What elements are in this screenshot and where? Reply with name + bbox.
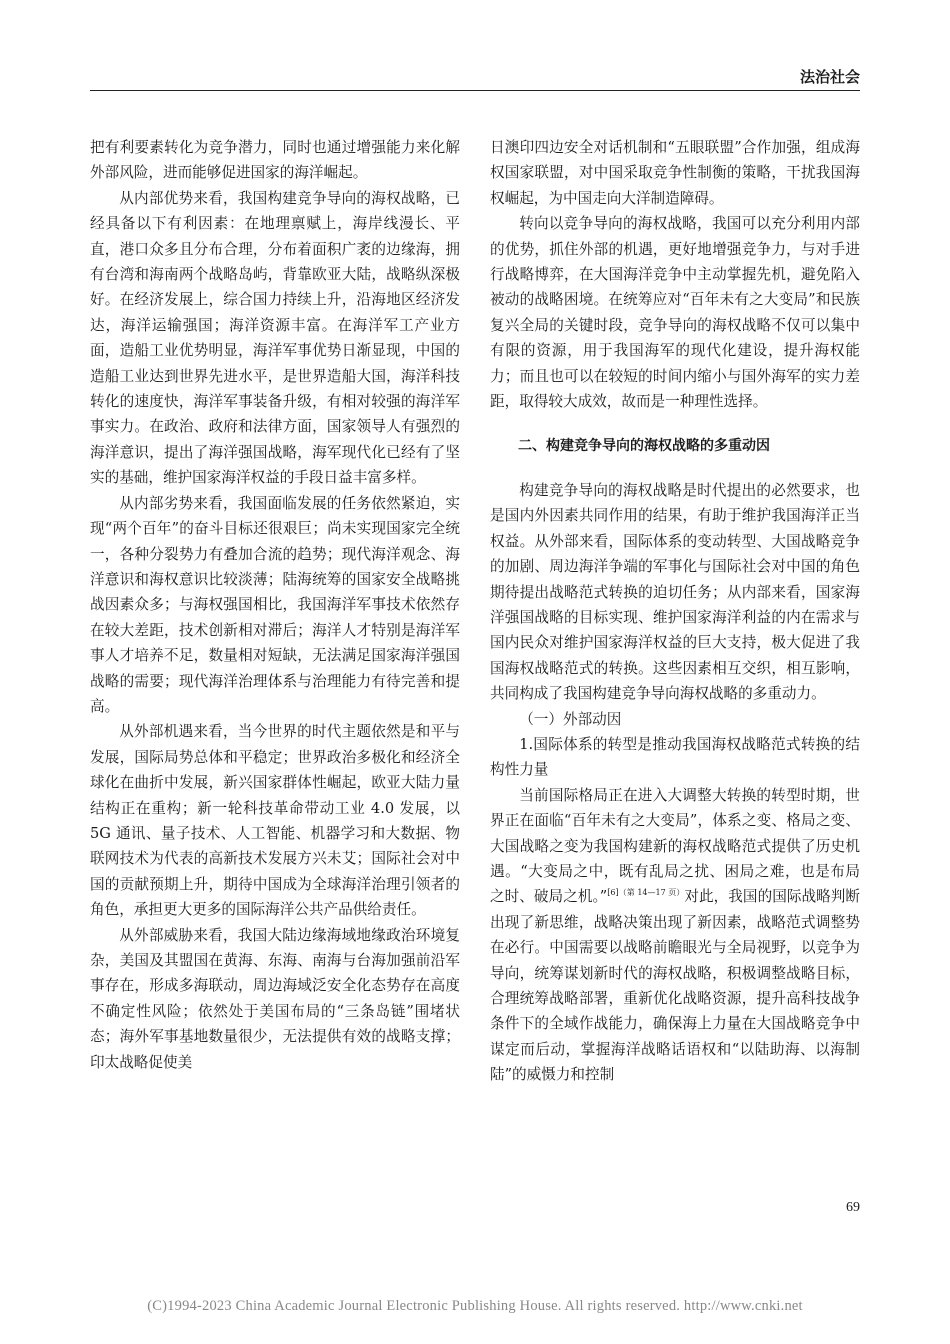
paragraph-continuation: 把有利要素转化为竞争潜力，同时也通过增强能力来化解外部风险，进而能够促进国家的海洋崛起。	[90, 139, 460, 182]
left-column	[90, 135, 460, 1075]
paragraph-international-transition	[490, 783, 860, 1088]
citation-reference: [6]（第 14—17 页）	[607, 888, 685, 898]
subheading-external-motives: （一）外部动因	[519, 710, 622, 728]
paragraph-continuation-right: 日澳印四边安全对话机制和“五眼联盟”合作加强，组成海权国家联盟，对中国采取竞争性制衡的策略，干扰我国海权崛起，为中国走向大洋制造障碍。	[490, 139, 860, 207]
right-column	[490, 135, 860, 1088]
paragraph-external-opportunities: 从外部机遇来看，当今世界的时代主题依然是和平与发展，国际局势总体和平稳定；世界政治多极化和经济全球化在曲折中发展，新兴国家群体性崛起，欧亚大陆力量结构正在重构；新一轮科技革命带动工业 4.0 发展，以 5G 通讯、量子技术、人工智能、机器学习和大数据、物联网技术为代表的高新技术发展方兴未艾；国际社会对中国的贡献预期上升，期待中国成为全球海洋治理引领者的角色，承担更大更多的国际海洋公共产品供给责任。	[90, 723, 460, 919]
section-heading: 二、构建竞争导向的海权战略的多重动因	[518, 438, 770, 455]
footer-copyright: (C)1994-2023 China Academic Journal Electronic Publishing House. All rights reserved. http://www.cnki.net	[147, 1298, 803, 1314]
paragraph-motives-overview: 构建竞争导向的海权战略是时代提出的必然要求，也是国内外因素共同作用的结果，有助于维护我国海洋正当权益。从外部来看，国际体系的变动转型、大国战略竞争的加剧、周边海洋争端的军事化与国际社会对中国的角色期待提出战略范式转换的迫切任务；从内部来看，国家海洋强国战略的目标实现、维护国家海洋利益的内在需求与国内民众对维护国家海洋权益的巨大支持，极大促进了我国海权战略范式的转换。这些因素相互交织，相互影响，共同构成了我国构建竞争导向海权战略的多重动力。	[490, 481, 860, 703]
paragraph-text-after-citation: 对此，我国的国际战略判断出现了新思维，战略决策出现了新因素，战略范式调整势在必行。中国需要以战略前瞻眼光与全局视野，以竞争为导向，统筹谋划新时代的海权战略，积极调整战略目标，合理统筹战略部署，重新优化战略资源，提升高科技战争条件下的全域作战能力，确保海上力量在大国战略竞争中谋定而后动，掌握海洋战略话语权和“以陆助海、以海制陆”的威慑力和控制	[490, 888, 860, 1084]
header-divider	[90, 90, 860, 91]
journal-section-title: 法治社会	[799, 68, 860, 86]
paragraph-internal-weaknesses: 从内部劣势来看，我国面临发展的任务依然紧迫，实现“两个百年”的奋斗目标还很艰巨；尚未实现国家完全统一，各种分裂势力有叠加合流的趋势；现代海洋观念、海洋意识和海权意识比较淡薄；陆海统筹的国家安全战略挑战因素众多；与海权强国相比，我国海洋军事技术依然存在较大差距，技术创新相对滞后；海洋人才特别是海洋军事人才培养不足，数量相对短缺，无法满足国家海洋强国战略的需要；现代海洋治理体系与治理能力有待完善和提高。	[90, 494, 460, 715]
page-number: 69	[846, 1200, 860, 1215]
subsubheading-international-system: 1.国际体系的转型是推动我国海权战略范式转换的结构性力量	[490, 735, 860, 779]
paragraph-internal-strengths: 从内部优势来看，我国构建竞争导向的海权战略，已经具备以下有利因素：在地理禀赋上，海岸线漫长、平直，港口众多且分布合理，分布着面积广袤的边缘海，拥有台湾和海南两个战略岛屿，背靠欧亚大陆，战略纵深极好。在经济发展上，综合国力持续上升，沿海地区经济发达，海洋运输强国；海洋资源丰富。在海洋军工产业方面，造船工业优势明显，海洋军事优势日渐显现，中国的造船工业达到世界先进水平，是世界造船大国，海洋科技转化的速度快，海洋军事装备升级，有相对较强的海洋军事实力。在政治、政府和法律方面，国家领导人有强烈的海洋意识，提出了海洋强国战略，海军现代化已经有了坚实的基础，维护国家海洋权益的手段日益丰富多样。	[90, 189, 460, 487]
paragraph-text-before-citation: 当前国际格局正在进入大调整大转换的转型时期，世界正在面临“百年未有之大变局”，体系之变、格局之变、大国战略之变为我国构建新的海权战略范式提供了历史机遇。“大变局之中，既有乱局之扰、困局之难，也是布局之时、破局之机。”	[490, 786, 860, 906]
paragraph-external-threats: 从外部威胁来看，我国大陆边缘海域地缘政治环境复杂，美国及其盟国在黄海、东海、南海与台海加强前沿军事存在，形成多海联动，周边海域泛安全化态势存在高度不确定性风险；依然处于美国布局的“三条岛链”围堵状态；海外军事基地数量很少，无法提供有效的战略支撑；印太战略促使美	[90, 926, 460, 1071]
paragraph-competition-strategy: 转向以竞争导向的海权战略，我国可以充分利用内部的优势，抓住外部的机遇，更好地增强竞争力，与对手进行战略博弈，在大国海洋竞争中主动掌握先机，避免陷入被动的战略困境。在统筹应对“百年未有之大变局”和民族复兴全局的关键时段，竞争导向的海权战略不仅可以集中有限的资源，用于我国海军的现代化建设，提升海权能力；而且也可以在较短的时间内缩小与国外海军的实力差距，取得较大成效，故而是一种理性选择。	[490, 215, 860, 411]
